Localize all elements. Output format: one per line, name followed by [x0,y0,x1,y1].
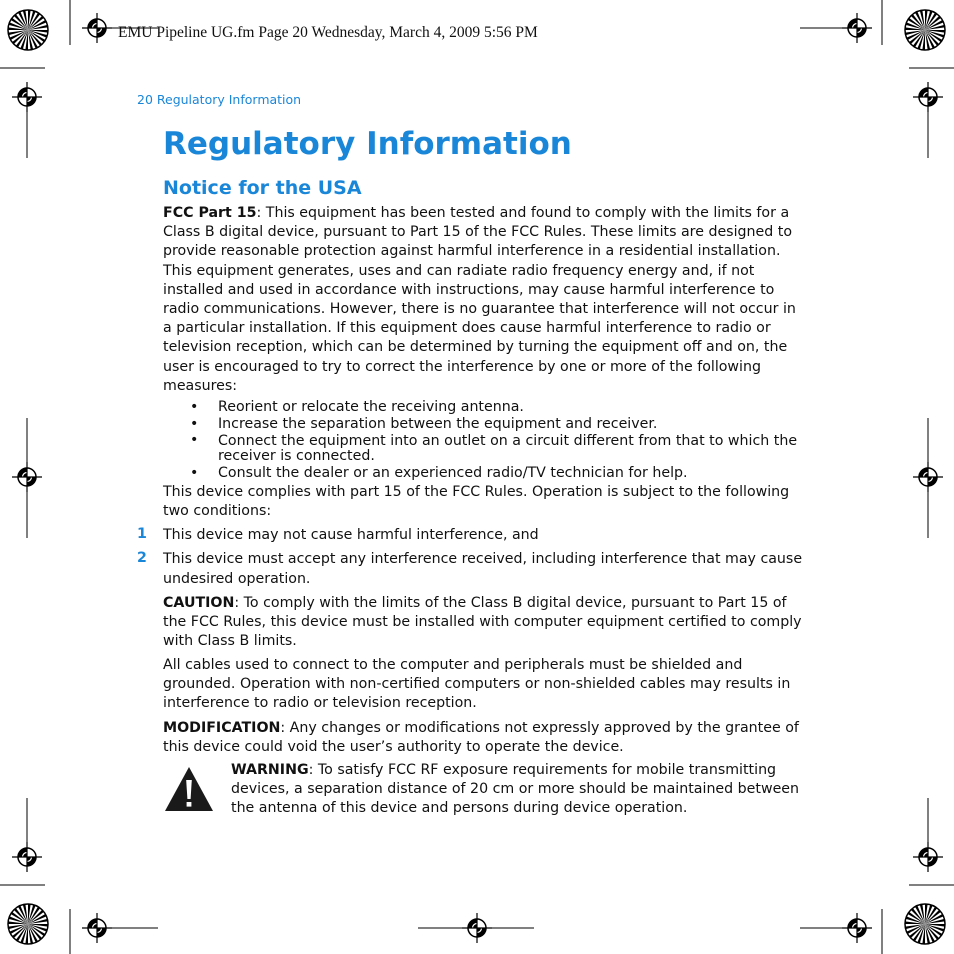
condition-text: This device must accept any interference received, including interference that may cause undesired operation. [163,551,803,587]
registration-mark-icon [12,462,42,492]
condition-text: This device may not cause harmful interference, and [163,527,539,543]
list-item: • Consult the dealer or an experienced radio/TV technician for help. [190,465,688,482]
bullet-marker: • [190,415,199,432]
registration-mark-icon [913,842,943,872]
caution-paragraph: CAUTION: To comply with the limits of the Class B digital device, pursuant to Part 15 of the FCC Rules, this device must be installed with computer equipment certified to comply with Class B limits. [163,595,802,650]
starburst-target-icon [8,10,48,50]
condition-number: 1 [137,526,147,542]
bullet-marker: • [190,431,199,448]
bullet-marker: • [190,465,199,482]
registration-mark-icon [842,13,872,43]
warning-triangle-icon [164,766,214,812]
starburst-target-icon [905,10,945,50]
registration-mark-icon [82,913,112,943]
running-header: 20 Regulatory Information [137,92,302,107]
registration-mark-icon [462,913,492,943]
list-item: • Increase the separation between the equipment and receiver. [190,415,658,432]
caution-label: CAUTION [163,595,235,611]
starburst-target-icon [8,904,48,944]
bullet-marker: • [190,399,199,415]
warning-paragraph: WARNING: To satisfy FCC RF exposure requirements for mobile transmitting devices, a separation distance of 20 cm or more should be maintained between the antenna of this device and persons during device operation. [231,762,800,817]
warning-label: WARNING [231,762,309,778]
registration-mark-icon [913,82,943,112]
registration-mark-icon [842,913,872,943]
starburst-target-icon [905,904,945,944]
fcc-text: : This equipment has been tested and found to comply with the limits for a Class B digital device, pursuant to Part 15 of the FCC Rules. These limits are designed to provide reasonable protection against harmful interference in a residential installation. This equipment generates, uses and can radiate radio frequency energy and, if not installed and used in accordance with instructions, may cause harmful interference to radio communications. However, there is no guarantee that interference will not occur in a particular installation. If this equipment does cause harmful interference to radio or television reception, which can be determined by turning the equipment off and on, the user is encouraged to try to correct the interference by one or more of the following measures: [163,205,796,394]
list-item: • Connect the equipment into an outlet on a circuit different from that to which the receiver is connected. [190,431,798,464]
section-title: Notice for the USA [163,177,362,199]
condition-number: 2 [137,550,147,566]
page-title: Regulatory Information [163,126,572,162]
file-slug: EMU Pipeline UG.fm Page 20 Wednesday, March 4, 2009 5:56 PM [118,24,538,41]
compliance-paragraph: This device complies with part 15 of the FCC Rules. Operation is subject to the following two conditions: [163,484,790,520]
measures-list [163,399,808,482]
fcc-paragraph [163,204,808,396]
modification-label: MODIFICATION [163,720,281,736]
cables-paragraph: All cables used to connect to the computer and peripherals must be shielded and grounded. Operation with non-certified computers or non-shielded cables may results in interference to radio or television reception. [163,657,791,712]
registration-mark-icon [82,13,112,43]
registration-mark-icon [12,842,42,872]
registration-mark-icon [913,462,943,492]
fcc-label: FCC Part 15 [163,205,257,221]
list-item: • Reorient or relocate the receiving antenna. [190,399,524,415]
registration-mark-icon [12,82,42,112]
modification-paragraph: MODIFICATION: Any changes or modifications not expressly approved by the grantee of this device could void the user’s authority to operate the device. [163,720,799,756]
